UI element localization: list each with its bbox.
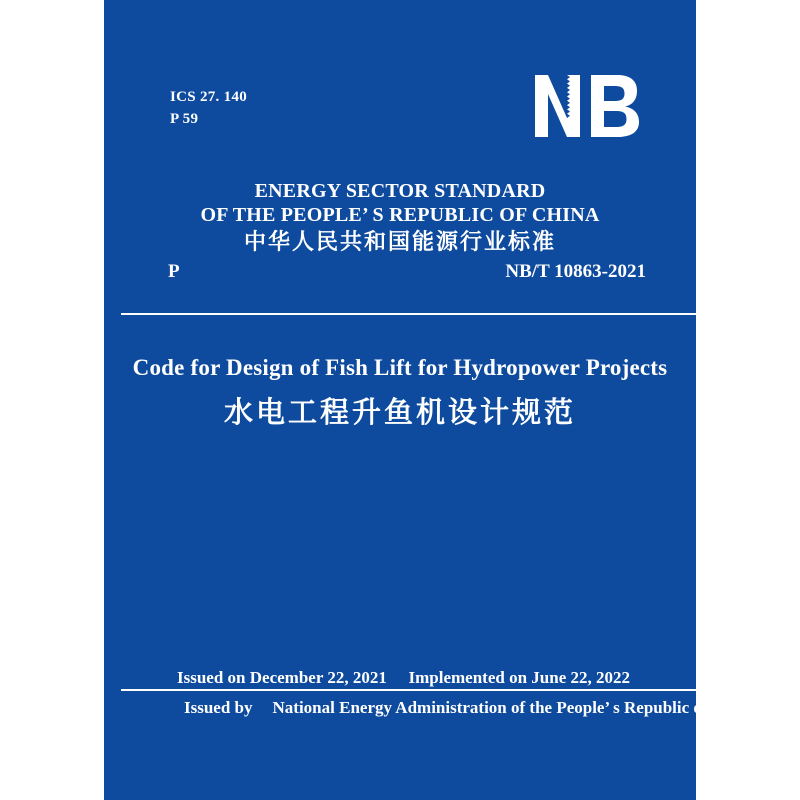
issued-by-label: Issued by: [184, 698, 253, 717]
implemented-date: Implemented on June 22, 2022: [408, 668, 630, 687]
title-chinese: 水电工程升鱼机设计规范: [223, 397, 576, 429]
standard-header-block: [104, 179, 696, 255]
nb-logo-icon: [535, 75, 639, 137]
header-line-chinese: 中华人民共和国能源行业标准: [243, 229, 556, 254]
china-class-code: P 59: [170, 111, 199, 127]
issued-date: Issued on December 22, 2021: [177, 668, 387, 687]
nb-logo-letter-b: [591, 75, 639, 137]
header-line-2: OF THE PEOPLE’ S REPUBLIC OF CHINA: [200, 204, 600, 226]
issuing-authority-row: [184, 698, 756, 718]
ics-code: ICS 27. 140: [170, 89, 248, 105]
nb-logo-letter-n: [535, 75, 580, 137]
issuing-authority: National Energy Administration of the People’ s Republic of China: [272, 698, 757, 717]
header-line-1: ENERGY SECTOR STANDARD: [254, 180, 546, 202]
top-divider-line: [121, 313, 696, 315]
ics-classification-block: [170, 86, 247, 130]
bottom-divider-line: [121, 689, 696, 691]
category-letter: P: [168, 261, 180, 282]
standard-number: NB/T 10863-2021: [505, 261, 646, 282]
title-english: Code for Design of Fish Lift for Hydropower Projects: [132, 355, 668, 380]
blue-cover-panel: [104, 0, 757, 800]
